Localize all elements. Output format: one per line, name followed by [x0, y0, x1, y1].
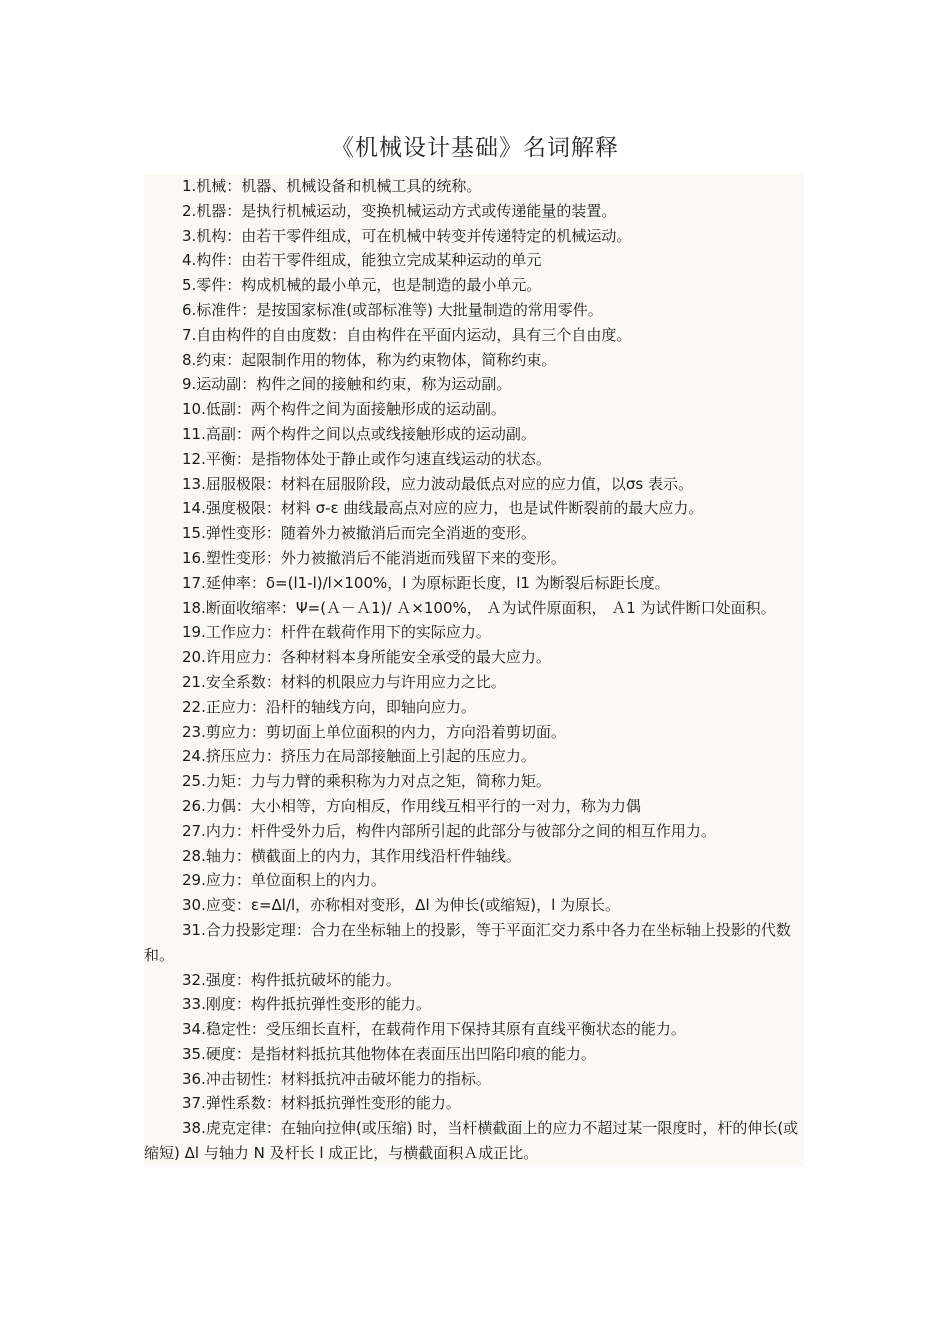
term-entry: 37.弹性系数：材料抵抗弹性变形的能力。	[182, 1094, 461, 1113]
term-entry: 34.稳定性：受压细长直杆，在载荷作用下保持其原有直线平衡状态的能力。	[182, 1020, 686, 1039]
term-entry: 6.标准件：是按国家标准(或部标准等) 大批量制造的常用零件。	[182, 300, 603, 319]
term-entry: 12.平衡：是指物体处于静止或作匀速直线运动的状态。	[182, 449, 551, 468]
term-entry: 29.应力：单位面积上的内力。	[182, 871, 386, 890]
term-entry: 17.延伸率：δ=(l1-l)/l×100%，l 为原标距长度，l1 为断裂后标距长度。	[182, 573, 670, 592]
term-entry: 21.安全系数：材料的机限应力与许用应力之比。	[182, 672, 506, 691]
term-entry: 30.应变：ε=Δl/l，亦称相对变形，Δl 为伸长(或缩短)，l 为原长。	[182, 896, 621, 915]
term-entry: 32.强度：构件抵抗破坏的能力。	[182, 970, 401, 989]
term-entry: 1.机械：机器、机械设备和机械工具的统称。	[182, 177, 482, 195]
term-entry: 15.弹性变形：随着外力被撤消后而完全消逝的变形。	[182, 524, 536, 543]
term-entry: 35.硬度：是指材料抵抗其他物体在表面压出凹陷印痕的能力。	[182, 1044, 596, 1063]
term-entry: 7.自由构件的自由度数：自由构件在平面内运动，具有三个自由度。	[182, 325, 632, 344]
term-entry: 14.强度极限：材料 σ-ε 曲线最高点对应的应力，也是试件断裂前的最大应力。	[182, 499, 704, 518]
term-entry: 31.合力投影定理：合力在坐标轴上的投影，等于平面汇交力系中各力在坐标轴上投影的代数和。	[144, 920, 791, 964]
term-entry: 38.虎克定律：在轴向拉伸(或压缩) 时，当杆横截面上的应力不超过某一限度时，杆的伸长(或缩短) Δl 与轴力 N 及杆长 l 成正比，与横截面积Ａ成正比。	[144, 1119, 799, 1163]
term-entry: 19.工作应力：杆件在载荷作用下的实际应力。	[182, 623, 491, 642]
term-entry: 22.正应力：沿杆的轴线方向，即轴向应力。	[182, 697, 476, 716]
term-entry: 2.机器：是执行机械运动，变换机械运动方式或传递能量的装置。	[182, 201, 617, 220]
term-entry: 33.刚度：构件抵抗弹性变形的能力。	[182, 995, 431, 1014]
term-entry: 27.内力：杆件受外力后，构件内部所引起的此部分与彼部分之间的相互作用力。	[182, 821, 716, 840]
term-entry: 11.高副：两个构件之间以点或线接触形成的运动副。	[182, 424, 536, 443]
term-entry: 20.许用应力：各种材料本身所能安全承受的最大应力。	[182, 648, 551, 667]
term-entry: 36.冲击韧性：材料抵抗冲击破坏能力的指标。	[182, 1069, 491, 1088]
term-entry: 9.运动副：构件之间的接触和约束，称为运动副。	[182, 375, 512, 394]
term-entry: 26.力偶：大小相等，方向相反，作用线互相平行的一对力，称为力偶	[182, 796, 641, 815]
term-entry: 23.剪应力：剪切面上单位面积的内力，方向沿着剪切面。	[182, 722, 566, 741]
document-title: 《机械设计基础》名词解释	[331, 135, 619, 161]
term-entry: 13.屈服极限：材料在屈服阶段，应力波动最低点对应的应力值，以σs 表示。	[182, 474, 693, 493]
term-entry: 5.零件：构成机械的最小单元，也是制造的最小单元。	[182, 276, 542, 295]
term-entry: 24.挤压应力：挤压力在局部接触面上引起的压应力。	[182, 747, 536, 766]
term-entry: 25.力矩：力与力臂的乘积称为力对点之矩，简称力矩。	[182, 772, 551, 791]
term-list	[144, 174, 804, 1166]
term-entry: 4.构件：由若干零件组成，能独立完成某种运动的单元	[182, 251, 542, 270]
term-entry: 28.轴力：横截面上的内力，其作用线沿杆件轴线。	[182, 846, 521, 865]
term-entry: 8.约束：起限制作用的物体，称为约束物体，简称约束。	[182, 350, 557, 369]
term-entry: 10.低副：两个构件之间为面接触形成的运动副。	[182, 400, 506, 419]
term-entry: 18.断面收缩率：Ψ=(Ａ－Ａ1)/ Ａ×100%， Ａ为试件原面积， Ａ1 为试件断口处面积。	[182, 598, 776, 617]
term-entry: 3.机构：由若干零件组成，可在机械中转变并传递特定的机械运动。	[182, 226, 632, 245]
term-entry: 16.塑性变形：外力被撤消后不能消逝而残留下来的变形。	[182, 548, 566, 567]
